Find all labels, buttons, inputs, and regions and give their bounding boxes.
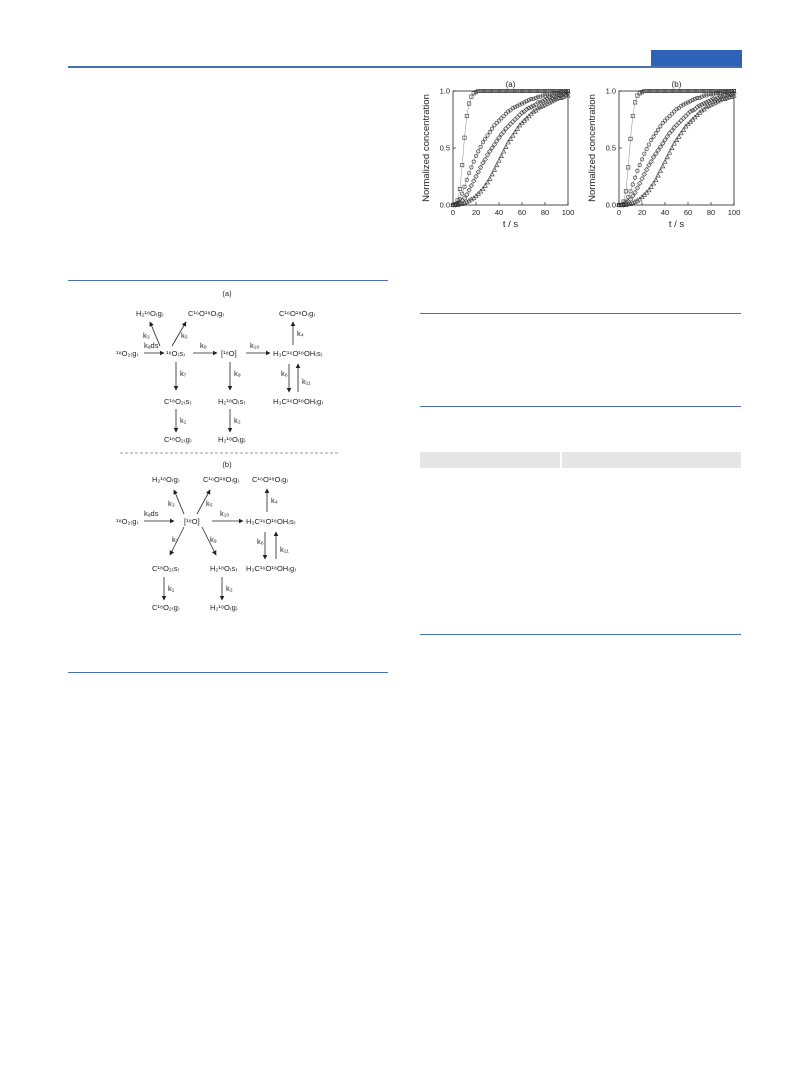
species-b-methanol-s: H₃C¹⁶O¹⁸OH₍s₎ <box>246 517 296 526</box>
species-a-co-g: C¹⁶O¹⁸O₍g₎ <box>188 309 225 318</box>
species-b-co-g-right: C¹⁶O¹⁸O₍g₎ <box>252 475 289 484</box>
header-badge <box>651 50 742 66</box>
species-a-co-g-right: C¹⁶O¹⁸O₍g₎ <box>279 309 316 318</box>
x-tick-label: 60 <box>517 208 527 217</box>
scheme-top-rule <box>68 280 388 281</box>
species-b-co2-g: C¹⁸O₂₍g₎ <box>152 603 180 612</box>
rate-b-k7: k₇ <box>172 535 179 544</box>
rate-a-k5: k₅ <box>181 331 188 340</box>
species-b-h2o-g-bottom: H₂¹⁸O₍g₎ <box>210 603 238 612</box>
rate-a-k11: k₁₁ <box>302 377 311 386</box>
species-a-co2-s: C¹⁸O₂₍s₎ <box>164 397 192 406</box>
scheme-b-label: (b) <box>222 460 232 469</box>
chart-title: (b) <box>671 80 682 89</box>
x-tick-label: 80 <box>540 208 550 217</box>
species-a-o-bracket: [¹⁸O] <box>221 349 237 358</box>
arrow-b-k3 <box>174 490 184 514</box>
species-a-methanol-s: H₃C¹⁶O¹⁸OH₍s₎ <box>273 349 323 358</box>
x-tick-label: 20 <box>637 208 647 217</box>
species-b-co2-s: C¹⁸O₂₍s₎ <box>152 564 180 573</box>
rate-b-k4: k₄ <box>271 496 278 505</box>
right-rule-2 <box>420 406 741 407</box>
header-rule <box>68 66 742 68</box>
rate-a-k4: k₄ <box>297 329 304 338</box>
chart-title: (a) <box>505 80 516 89</box>
chart-a <box>418 78 578 230</box>
right-rule-1 <box>420 313 741 314</box>
series-line <box>619 91 734 205</box>
y-axis-label: Normalized concentration <box>587 94 598 202</box>
series-line <box>619 93 734 205</box>
y-tick-label: 0.5 <box>439 143 450 153</box>
reaction-scheme <box>100 282 360 627</box>
x-tick-label: 40 <box>494 208 504 217</box>
y-tick-label: 1.0 <box>439 86 450 96</box>
species-a-methanol-g: H₃C¹⁶O¹⁸OH₍g₎ <box>273 397 324 406</box>
plot-frame <box>619 91 734 205</box>
rate-b-k9: k₉ <box>210 535 217 544</box>
table-header-cell-2 <box>562 452 741 468</box>
y-tick-label: 0.0 <box>439 200 450 210</box>
table-bottom-rule <box>420 634 741 635</box>
rate-a-k8: k₈ <box>200 341 207 350</box>
species-b-h2o-g: H₂¹⁸O₍g₎ <box>152 475 180 484</box>
x-tick-label: 0 <box>450 208 456 217</box>
species-a-h2o-g-bottom: H₂¹⁸O₍g₎ <box>218 435 246 444</box>
x-tick-label: 0 <box>616 208 622 217</box>
species-b-o2-g: ¹⁸O₂₍g₎ <box>116 517 139 526</box>
species-b-co-g: C¹⁶O¹⁸O₍g₎ <box>203 475 240 484</box>
series-line <box>619 91 734 205</box>
rate-a-k7: k₇ <box>180 369 187 378</box>
x-tick-label: 40 <box>660 208 670 217</box>
rate-a-k1: k₁ <box>180 416 187 425</box>
species-b-h2o-s: H₂¹⁸O₍s₎ <box>210 564 238 573</box>
x-tick-label: 100 <box>561 208 575 217</box>
rate-a-k6: k₆ <box>281 369 288 378</box>
rate-b-kads: kₐds <box>144 509 159 518</box>
species-b-o-bracket: [¹⁸O] <box>184 517 200 526</box>
x-tick-label: 100 <box>727 208 741 217</box>
y-axis-label: Normalized concentration <box>421 94 432 202</box>
rate-a-k2: k₂ <box>234 416 241 425</box>
rate-b-k6: k₆ <box>257 537 264 546</box>
species-b-methanol-g: H₃C¹⁶O¹⁸OH₍g₎ <box>246 564 297 573</box>
species-a-o-s: ¹⁸O₍s₎ <box>166 349 185 358</box>
rate-a-k10: k₁₀ <box>250 341 260 350</box>
y-tick-label: 0.5 <box>605 143 616 153</box>
species-a-co2-g: C¹⁸O₂₍g₎ <box>164 435 192 444</box>
chart-b <box>584 78 744 230</box>
x-axis-label: t / s <box>502 219 519 230</box>
rate-b-k3: k₃ <box>168 499 175 508</box>
species-a-h2o-s: H₂¹⁸O₍s₎ <box>218 397 246 406</box>
rate-b-k11: k₁₁ <box>280 545 289 554</box>
table-header-cell-1 <box>420 452 560 468</box>
y-tick-label: 1.0 <box>605 86 616 96</box>
rate-b-k5: k₅ <box>206 499 213 508</box>
species-a-h2o-g: H₂¹⁸O₍g₎ <box>136 309 164 318</box>
rate-a-k3: k₃ <box>143 331 150 340</box>
rate-b-k10: k₁₀ <box>220 509 230 518</box>
x-tick-label: 80 <box>706 208 716 217</box>
scheme-a-label: (a) <box>222 289 232 298</box>
rate-b-k2: k₂ <box>226 584 233 593</box>
scheme-bottom-rule <box>68 672 388 673</box>
species-a-o2-g: ¹⁸O₂₍g₎ <box>116 349 139 358</box>
rate-a-k9: k₉ <box>234 369 241 378</box>
rate-a-kads: kₐds <box>144 341 159 350</box>
x-axis-label: t / s <box>668 219 685 230</box>
x-tick-label: 60 <box>683 208 693 217</box>
rate-b-k1: k₁ <box>168 584 175 593</box>
y-tick-label: 0.0 <box>605 200 616 210</box>
x-tick-label: 20 <box>471 208 481 217</box>
